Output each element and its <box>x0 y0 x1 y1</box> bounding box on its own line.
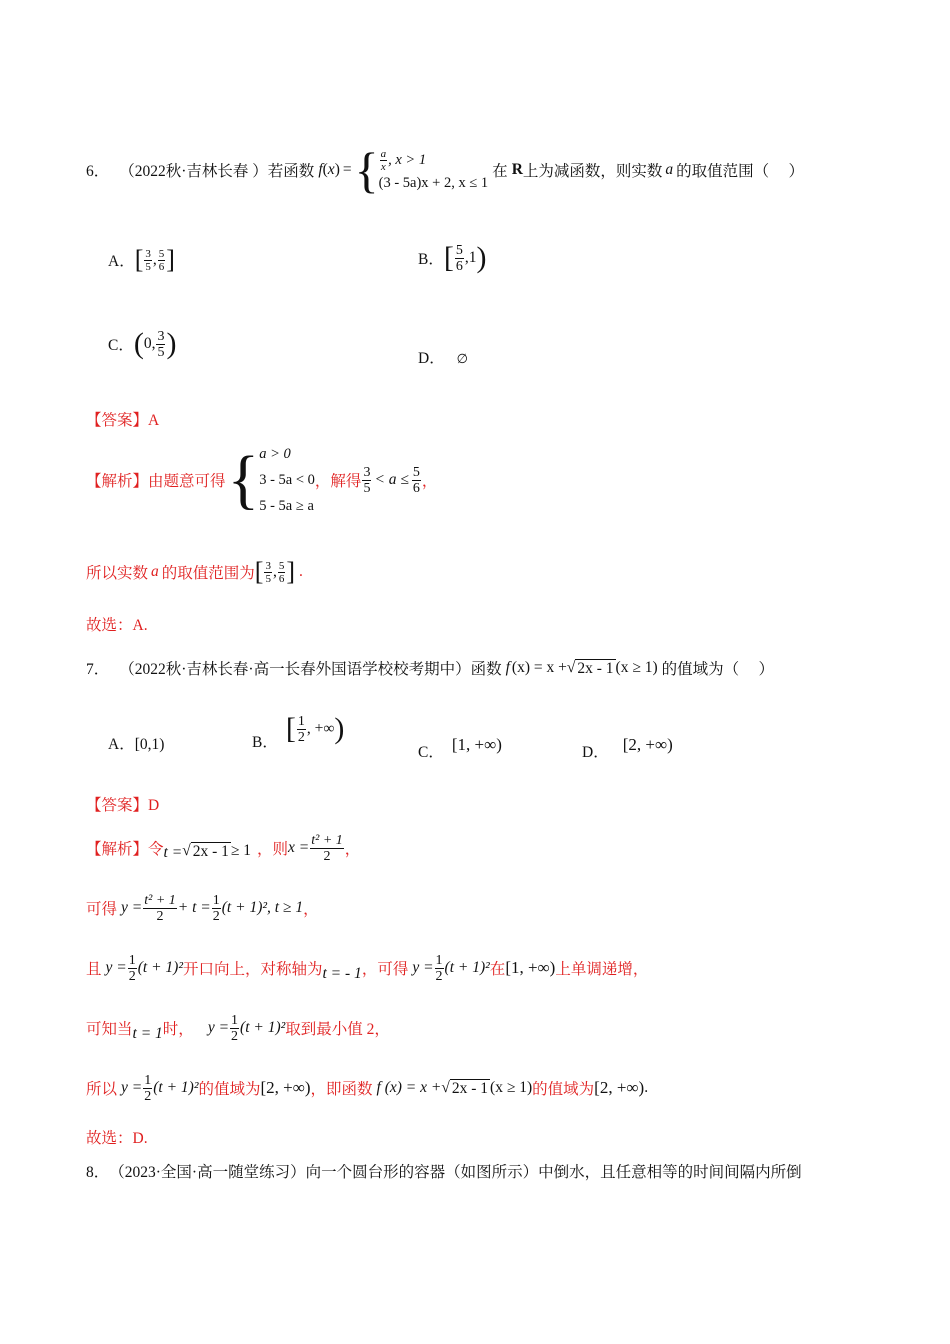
q6-stem: 6． （2022秋·吉林长春 ）若函数 f ( x ) = { $\frac{a}{x}$ , x > 1 (3 - 5a)x + 2, x ≤ 1 在 R 上为减函数，则实数 a 的取值范围（ ） <box>86 142 805 198</box>
q6-option-b[interactable]: B． [ $\frac{5}{6}$ ,1 ) <box>418 241 487 274</box>
q7-analysis-line1: 【解析】 令 t = √ 2x - 1 ≥ 1 ，则 x = $\frac{\text{t² + 1}}{2}$ ， <box>86 832 361 864</box>
q7-answer: 【答案】D <box>86 797 160 814</box>
q7-choose: 故选：D. <box>86 1130 148 1147</box>
q6-option-a[interactable]: A． [ $\frac{3}{5}$ , $\frac{5}{6}$ ] <box>108 245 175 274</box>
q6-option-c[interactable]: C． ( 0, $\frac{3}{5}$ ) <box>108 327 177 360</box>
q7-option-d[interactable]: D． [2, +∞) <box>582 735 673 761</box>
q7-stem: 7． （2022秋·吉林长春·高一长春外国语学校校考期中）函数 f (x) = x + √ 2x - 1 (x ≥ 1) 的值域为（ ） <box>86 659 775 678</box>
q6-function: f ( x ) = { $\frac{a}{x}$ , x > 1 (3 - 5a)x + 2, x ≤ 1 <box>318 142 489 198</box>
q6-answer: 【答案】A <box>86 412 160 429</box>
q7-option-b[interactable]: B． [ $\frac{1}{2}$ , +∞ ) <box>252 712 345 751</box>
q8-stem: 8． （2023·全国·高一随堂练习）向一个圆台形的容器（如图所示）中倒水，且任意相等的时间间隔内所倒 <box>86 1164 802 1181</box>
q7-option-c[interactable]: C． [1, +∞) <box>418 735 502 761</box>
q7-analysis-line2: 可得 y = $\frac{\text{t² + 1}}{2}$ + t = $\frac{1}{2}$ (t + 1)², t ≥ 1 ， <box>86 892 319 924</box>
q7-analysis-line3: 且 y = $\frac{1}{2}$ (t + 1)² 开口向上，对称轴为 t = - 1 ，可得 y = $\frac{1}{2}$ (t + 1)² 在 [1, +∞) 上单调递增， <box>86 952 649 984</box>
q7-option-a[interactable]: A．[0,1) <box>108 736 165 753</box>
q6-option-d[interactable]: D． ∅ <box>418 350 468 367</box>
q6-source: （2022秋·吉林长春 ）若函数 <box>119 163 315 180</box>
q7-analysis-line4: 可知当 t = 1 时， y = $\frac{1}{2}$ (t + 1)² 取到最小值 2， <box>86 1012 390 1044</box>
q7-analysis-line5: 所以 y = $\frac{1}{2}$ (t + 1)² 的值域为 [2, +∞) ，即函数 f (x) = x + √ 2x - 1 (x ≥ 1) 的值域为 [2, +∞) . <box>86 1072 649 1104</box>
q6-number: 6． <box>86 163 110 180</box>
q6-analysis: 【解析】 由题意可得 { a > 0 3 - 5a < 0 5 - 5a ≥ a ，解得 $\frac{3}{5}$ < a ≤ $\frac{5}{6}$ ， <box>86 440 437 520</box>
q7-function: f (x) = x + √ 2x - 1 (x ≥ 1) <box>505 659 658 677</box>
q6-choose: 故选：A. <box>86 617 148 634</box>
q6-inequality-system: a > 0 3 - 5a < 0 5 - 5a ≥ a <box>259 446 315 514</box>
q6-piecewise-cases: $\frac{a}{x}$ , x > 1 (3 - 5a)x + 2, x ≤ 1 <box>378 147 489 191</box>
q6-range: 所以实数 a 的取值范围为 [ $\frac{3}{5}$ , $\frac{5}{6}$ ] . <box>86 557 303 586</box>
